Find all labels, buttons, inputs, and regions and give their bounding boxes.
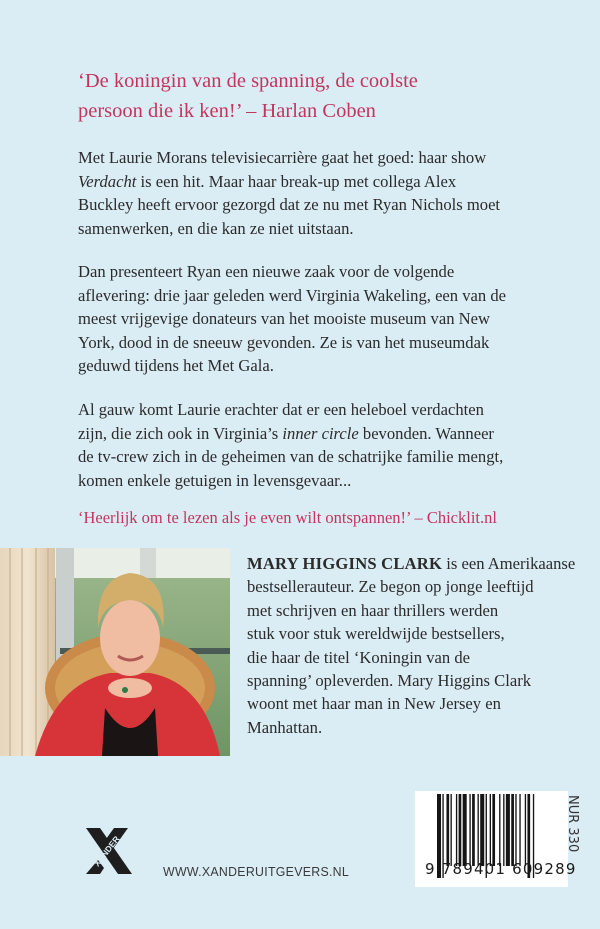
- text-line: komen enkele getuigen in levensgevaar...: [78, 470, 352, 490]
- barcode-bar: [519, 794, 520, 866]
- text-fragment: bevonden. Wanneer: [358, 423, 494, 443]
- text-line: meest vrijgevige donateurs van het mooiste museum van New: [78, 309, 490, 328]
- harlan-coben-quote: [78, 66, 578, 126]
- text-line: [78, 170, 583, 194]
- synopsis-paragraph-1: [78, 146, 583, 240]
- text-line: Dan presenteert Ryan een nieuwe zaak voor de volgende: [78, 262, 455, 281]
- text-fragment: zijn, die zich ook in Virginia’s: [78, 423, 283, 443]
- text-line: bestsellerauteur. Ze begon op jonge leeftijd: [247, 577, 534, 597]
- text-line: stuk voor stuk wereldwijde bestsellers,: [247, 624, 505, 644]
- text-line: spanning’ opleverden. Mary Higgins Clark: [247, 671, 532, 691]
- barcode-bar: [511, 794, 514, 866]
- barcode-bar: [463, 794, 467, 866]
- barcode-bar: [515, 794, 516, 866]
- barcode-bar: [478, 794, 479, 866]
- xander-logo-icon: [84, 826, 134, 876]
- text-line: geduwd tijdens het Met Gala.: [78, 356, 274, 375]
- show-title: Verdacht: [78, 171, 137, 191]
- author-photo: [0, 548, 230, 756]
- text-line: York, dood in de sneeuw gevonden. Ze is van het museumdak: [78, 332, 490, 352]
- text-line: Manhattan.: [247, 717, 323, 737]
- author-portrait-icon: [0, 548, 230, 756]
- barcode-bar: [480, 794, 484, 866]
- text-line: die haar de titel ‘Koningin van de: [247, 647, 471, 667]
- quote-line: ‘De koningin van de spanning, de coolste: [78, 70, 418, 92]
- nur-code: NUR 330: [565, 795, 580, 853]
- xander-logo: [84, 826, 134, 876]
- barcode-bar: [525, 794, 526, 866]
- text-line: Met Laurie Morans televisiecarrière gaat het goed: haar show: [78, 148, 487, 167]
- text-line: met schrijven en haar thrillers werden: [247, 600, 499, 620]
- text-line: de tv-crew zich in de geheimen van de schatrijke familie mengt,: [78, 447, 504, 466]
- text-line: samenwerken, en die kan ze niet uitstaan.: [78, 218, 354, 238]
- barcode-bar: [503, 794, 504, 866]
- logo-text: XANDER: [91, 833, 122, 869]
- text-fragment: is een Amerikaanse: [442, 554, 576, 573]
- synopsis-paragraph-2: [78, 260, 583, 378]
- barcode-bar: [469, 794, 470, 866]
- barcode-bar: [446, 794, 449, 866]
- barcode-bar: [451, 794, 452, 866]
- text-line: Buckley heeft ervoor gezorgd dat ze nu met Ryan Nichols moet: [78, 195, 501, 214]
- chicklit-quote: ‘Heerlijk om te lezen als je even wilt ontspannen!’ – Chicklit.nl: [78, 508, 497, 527]
- synopsis-paragraph-3: [78, 398, 583, 492]
- italic-phrase: inner circle: [282, 423, 359, 443]
- author-bio: [247, 552, 587, 739]
- quote-line: persoon die ik ken!’ – Harlan Coben: [78, 100, 376, 122]
- text-line: [247, 552, 587, 575]
- barcode-bar: [499, 794, 500, 866]
- barcode-bar: [456, 794, 457, 866]
- text-fragment: is een hit. Maar haar break-up met collega Alex: [136, 171, 457, 191]
- text-line: woont met haar man in New Jersey en: [247, 694, 501, 714]
- barcode-bar: [506, 794, 510, 866]
- text-line: [78, 422, 583, 446]
- barcode-bar: [492, 794, 495, 866]
- text-line: Al gauw komt Laurie erachter dat er een heleboel verdachten: [78, 400, 484, 419]
- text-line: aflevering: drie jaar geleden werd Virginia Wakeling, een van de: [78, 285, 507, 305]
- author-name: MARY HIGGINS CLARK: [247, 554, 443, 573]
- isbn-number: 9 789401 609289: [425, 860, 577, 878]
- barcode-bar: [459, 794, 462, 866]
- publisher-url[interactable]: WWW.XANDERUITGEVERS.NL: [163, 864, 350, 879]
- barcode-bar: [490, 794, 491, 866]
- barcode-bar: [472, 794, 475, 866]
